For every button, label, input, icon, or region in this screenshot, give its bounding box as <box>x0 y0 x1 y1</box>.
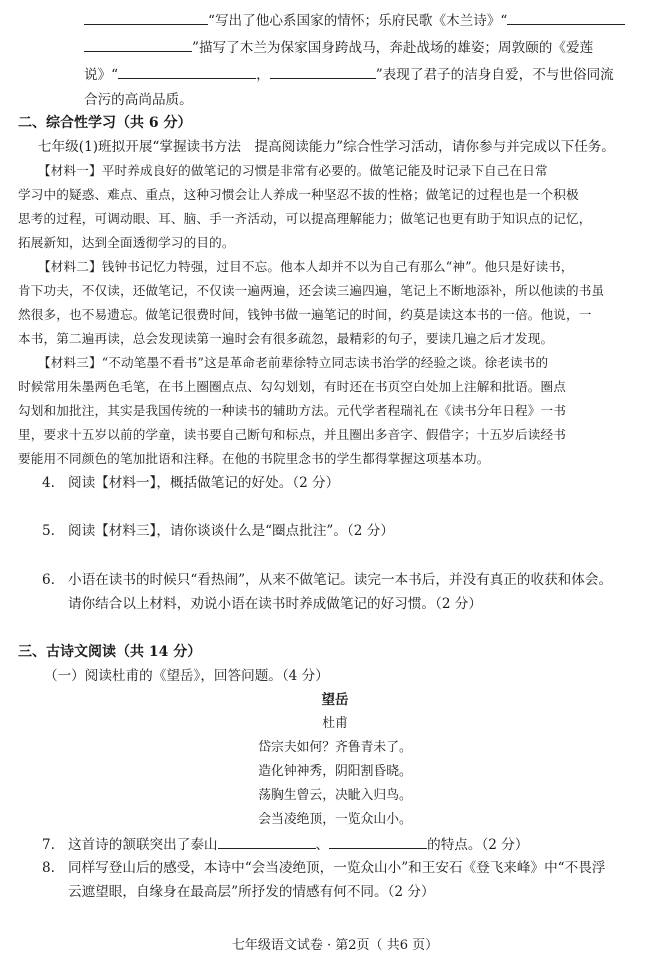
answer-blank[interactable] <box>218 834 316 849</box>
question-8-line-2: 云遮望眼，自缘身在最高层”所抒发的情感有何不同。（2 分） <box>68 884 435 900</box>
material-2-line: 【材料二】钱钟书记忆力特强，过目不忘。他本人却并不以为自己有那么“神”。他只是好读书， <box>38 259 574 274</box>
material-3-line: 【材料三】“不动笔墨不看书”这是革命老前辈徐特立同志读书治学的经验之谈。徐老读书的 <box>38 355 549 370</box>
section-heading: 三、古诗文阅读（共 14 分） <box>18 644 202 660</box>
answer-blank[interactable] <box>270 64 376 79</box>
poem-line: 造化钟神秀，阴阳割昏晓。 <box>258 764 412 779</box>
answer-blank[interactable] <box>329 834 427 849</box>
answer-blank[interactable] <box>84 10 208 25</box>
material-3-line: 里，要求十五岁以前的学童，读书要自己断句和标点，并且圈出多音字、假借字；十五岁后读经书 <box>18 427 566 442</box>
material-2-line: 肯下功夫，不仅读，还做笔记，不仅读一遍两遍，还会读三遍四遍，笔记上不断地添补，所以他读的书虽 <box>18 283 605 298</box>
poem-title: 望岳 <box>321 692 349 708</box>
section-heading: 二、综合性学习（共 6 分） <box>18 115 192 131</box>
material-2-line: 然很多，也不易遗忘。做笔记很费时间，钱钟书做一遍笔记的时间，约莫是读这本书的一倍。他说，一 <box>18 307 592 322</box>
intro-line-1: “写出了他心系国家的情怀；乐府民歌《木兰诗》“ <box>84 10 625 31</box>
intro-line-3: 说》“ ， ”表现了君子的洁身自爱，不与世俗同流 <box>84 64 614 85</box>
material-1-line: 【材料一】平时养成良好的做笔记的习惯是非常有必要的。做笔记能及时记录下自己在日常 <box>38 163 548 178</box>
page-footer: 七年级语文试卷 · 第2页（ 共6 页） <box>231 938 439 953</box>
answer-blank[interactable] <box>507 10 625 25</box>
poem-line: 岱宗夫如何？齐鲁青未了。 <box>258 740 412 755</box>
question-6: 6. 小语在读书的时候只“看热闹”，从来不做笔记。读完一本书后，并没有真正的收获和体会。 <box>42 572 613 588</box>
intro-line-2: ”描写了木兰为保家国身跨战马，奔赴战场的雄姿；周敦颐的《爱莲 <box>84 37 593 58</box>
question-5: 5. 阅读【材料三】，请你谈谈什么是“圈点批注”。（2 分） <box>42 523 394 539</box>
question-6-line-2: 请你结合以上材料，劝说小语在读书时养成做笔记的好习惯。（2 分） <box>68 596 482 612</box>
question-4: 4. 阅读【材料一】，概括做笔记的好处。（2 分） <box>42 475 340 491</box>
material-2-line: 本书，第二遍再读，总会发现读第一遍时会有很多疏忽，最精彩的句子，要读几遍之后才发现。 <box>18 331 554 346</box>
question-8: 8. 同样写登山后的感受，本诗中“会当凌绝顶，一览众山小”和王安石《登飞来峰》中“不畏浮 <box>42 860 606 876</box>
activity-intro: 七年级(1)班拟开展“掌握读书方法 提高阅读能力”综合性学习活动，请你参与并完成以下任务。 <box>38 139 615 155</box>
poem-line: 荡胸生曾云，决眦入归鸟。 <box>258 788 412 803</box>
intro-line-4: 合污的高尚品质。 <box>84 92 193 108</box>
answer-blank[interactable] <box>84 37 192 52</box>
poem-author: 杜甫 <box>322 716 348 731</box>
material-1-line: 思考的过程，可调动眼、耳、脑、手一齐活动，可以提高理解能力；做笔记也更有助于知识点的记忆， <box>18 211 592 226</box>
material-1-line: 拓展新知，达到全面透彻学习的目的。 <box>18 235 235 250</box>
subsection-heading: （一）阅读杜甫的《望岳》，回答问题。（4 分） <box>44 668 329 684</box>
question-7: 7. 这首诗的颔联突出了泰山 、 的特点。（2 分） <box>42 834 528 855</box>
material-3-line: 时候常用朱墨两色毛笔，在书上圈圈点点、勾勾划划，有时还在书页空白处加上注解和批语。圈点 <box>18 379 566 394</box>
answer-blank[interactable] <box>118 64 256 79</box>
material-3-line: 勾划和加批注，其实是我国传统的一种读书的辅助方法。元代学者程瑞礼在《读书分年日程》一书 <box>18 403 566 418</box>
material-1-line: 学习中的疑惑、难点、重点，这种习惯会让人养成一种坚忍不拔的性格；做笔记的过程也是一个积极 <box>18 187 579 202</box>
poem-line: 会当凌绝顶，一览众山小。 <box>258 812 412 827</box>
material-3-line: 要能用不同颜色的笔加批语和注释。在他的书院里念书的学生都得掌握这项基本功。 <box>18 451 490 466</box>
